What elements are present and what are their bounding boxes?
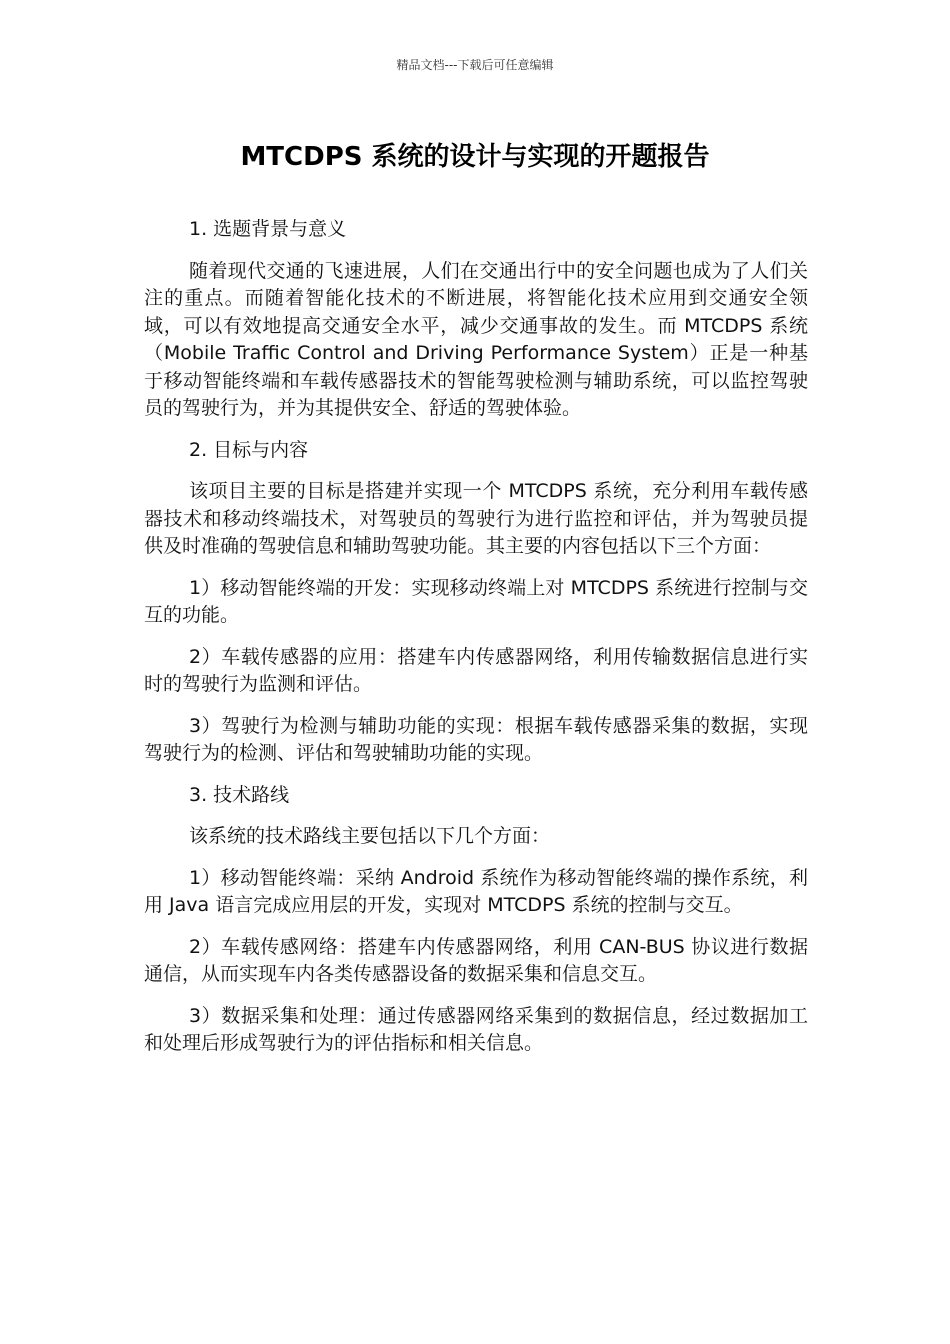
list-item-goal-3: 3）驾驶行为检测与辅助功能的实现：根据车载传感器采集的数据，实现驾驶行为的检测、评估和驾驶辅助功能的实现。 xyxy=(144,714,808,764)
list-item-goal-1: 1）移动智能终端的开发：实现移动终端上对 MTCDPS 系统进行控制与交互的功能。 xyxy=(144,576,808,626)
page-header: 精品文档---下载后可任意编辑 xyxy=(396,58,554,72)
document-body xyxy=(144,216,808,1072)
list-item-tech-1: 1）移动智能终端：采纳 Android 系统作为移动智能终端的操作系统，利用 Java 语言完成应用层的开发，实现对 MTCDPS 系统的控制与交互。 xyxy=(144,866,808,916)
paragraph-goals: 该项目主要的目标是搭建并实现一个 MTCDPS 系统，充分利用车载传感器技术和移动终端技术，对驾驶员的驾驶行为进行监控和评估，并为驾驶员提供及时准确的驾驶信息和辅助驾驶功能。其主要的内容包括以下三个方面： xyxy=(144,480,808,557)
document-title: MTCDPS 系统的设计与实现的开题报告 xyxy=(240,142,710,172)
section-heading-tech-route: 3. 技术路线 xyxy=(189,783,290,806)
section-heading-goals: 2. 目标与内容 xyxy=(189,438,309,461)
paragraph-tech-route: 该系统的技术路线主要包括以下几个方面： xyxy=(189,825,551,847)
list-item-goal-2: 2）车载传感器的应用：搭建车内传感器网络，利用传输数据信息进行实时的驾驶行为监测和评估。 xyxy=(144,645,808,695)
list-item-tech-3: 3）数据采集和处理：通过传感器网络采集到的数据信息，经过数据加工和处理后形成驾驶行为的评估指标和相关信息。 xyxy=(144,1004,808,1054)
list-item-tech-2: 2）车载传感网络：搭建车内传感器网络，利用 CAN-BUS 协议进行数据通信，从而实现车内各类传感器设备的数据采集和信息交互。 xyxy=(144,935,808,985)
section-heading-background: 1. 选题背景与意义 xyxy=(189,218,347,240)
paragraph-background: 随着现代交通的飞速进展，人们在交通出行中的安全问题也成为了人们关注的重点。而随着智能化技术的不断进展，将智能化技术应用到交通安全领域，可以有效地提高交通安全水平，减少交通事故的发生。而 MTCDPS 系统（Mobile Traffic Control and Driving Performance System）正是一种基于移动智能终端和车载传感器技术的智能驾驶检测与辅助系统，可以监控驾驶员的驾驶行为，并为其提供安全、舒适的驾驶体验。 xyxy=(144,259,808,419)
